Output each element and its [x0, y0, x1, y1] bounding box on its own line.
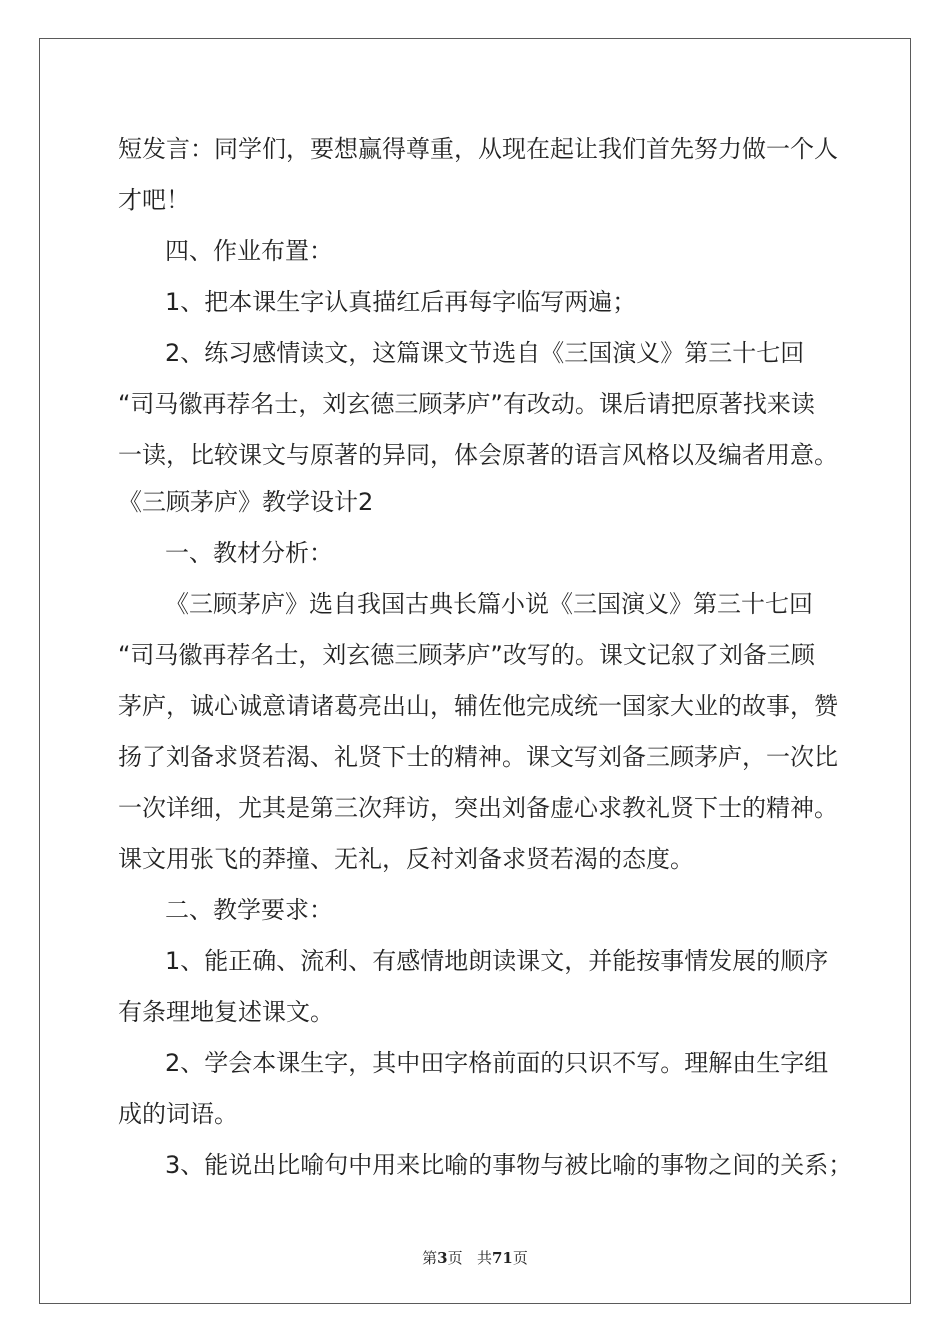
text-line: 课文用张飞的莽撞、无礼，反衬刘备求贤若渴的态度。	[118, 845, 694, 873]
section-heading: 一、教材分析：	[165, 539, 333, 567]
total-prefix: 共	[476, 1249, 492, 1267]
text-line: 茅庐，诚心诚意请诸葛亮出山，辅佐他完成统一国家大业的故事，赞	[118, 692, 838, 720]
page-number: 3	[437, 1249, 448, 1267]
page-footer	[0, 1247, 950, 1268]
document-title: 《三顾茅庐》教学设计2	[118, 488, 374, 516]
section-heading: 二、教学要求：	[165, 896, 333, 924]
section-heading: 四、作业布置：	[165, 237, 333, 265]
text-line: 短发言：同学们，要想赢得尊重，从现在起让我们首先努力做一个人	[118, 135, 838, 163]
text-line: 2、练习感情读文，这篇课文节选自《三国演义》第三十七回	[165, 339, 805, 367]
page-suffix: 页	[447, 1249, 463, 1267]
text-line: 《三顾茅庐》选自我国古典长篇小说《三国演义》第三十七回	[165, 590, 813, 618]
text-line: 扬了刘备求贤若渴、礼贤下士的精神。课文写刘备三顾茅庐，一次比	[118, 743, 838, 771]
text-line: 才吧！	[118, 186, 190, 214]
text-line: 一读，比较课文与原著的异同，体会原著的语言风格以及编者用意。	[118, 441, 838, 469]
text-line: 一次详细，尤其是第三次拜访，突出刘备虚心求教礼贤下士的精神。	[118, 794, 838, 822]
text-line: 1、把本课生字认真描红后再每字临写两遍；	[165, 288, 637, 316]
text-line: 有条理地复述课文。	[118, 998, 334, 1026]
page-prefix: 第	[422, 1249, 438, 1267]
text-line: 成的词语。	[118, 1100, 238, 1128]
text-line: “司马徽再荐名士，刘玄德三顾茅庐”有改动。课后请把原著找来读	[118, 390, 815, 418]
total-suffix: 页	[512, 1249, 528, 1267]
text-line: 3、能说出比喻句中用来比喻的事物与被比喻的事物之间的关系；	[165, 1151, 853, 1179]
total-pages: 71	[491, 1249, 513, 1267]
text-line: 2、学会本课生字，其中田字格前面的只识不写。理解由生字组	[165, 1049, 829, 1077]
text-line: 1、能正确、流利、有感情地朗读课文，并能按事情发展的顺序	[165, 947, 829, 975]
text-line: “司马徽再荐名士，刘玄德三顾茅庐”改写的。课文记叙了刘备三顾	[118, 641, 815, 669]
